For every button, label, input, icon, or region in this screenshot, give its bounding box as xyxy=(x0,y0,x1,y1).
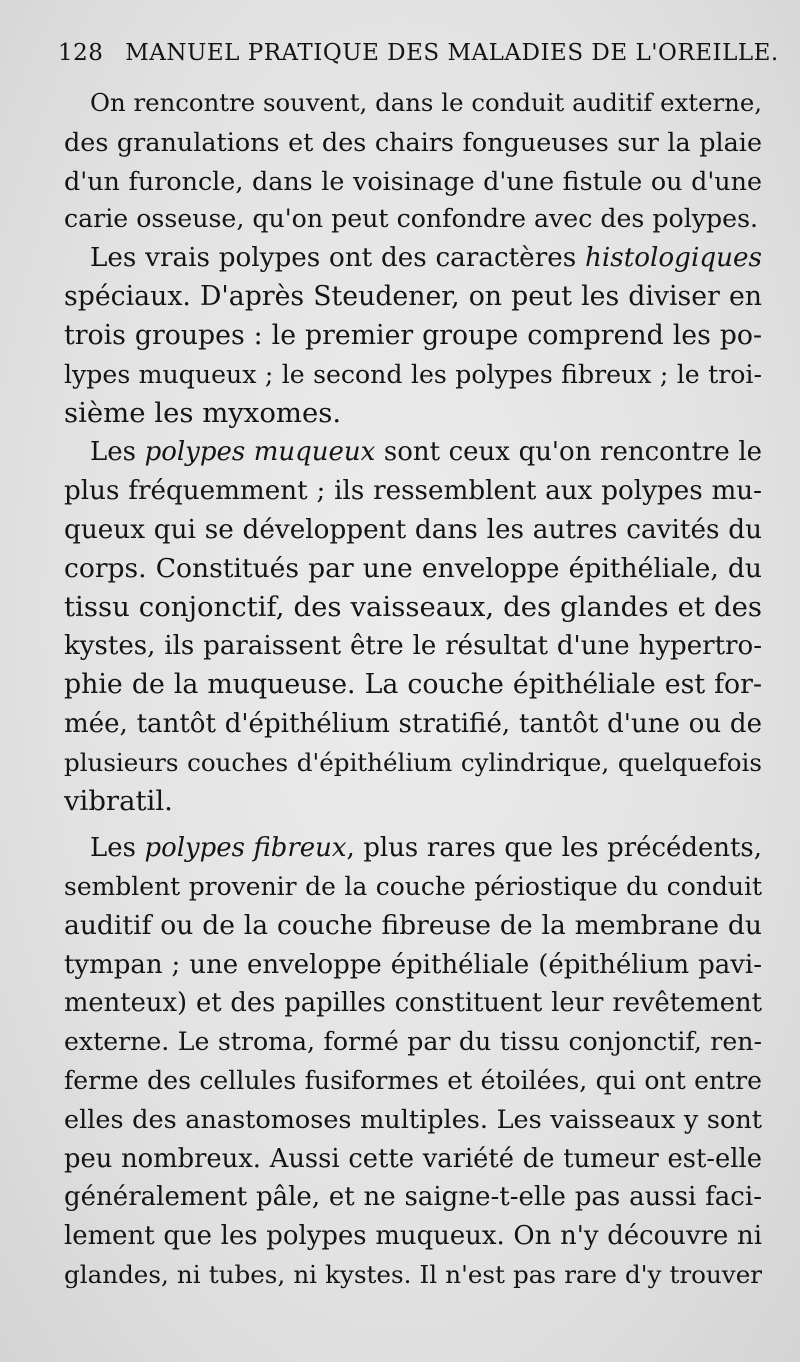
paragraph-4 xyxy=(64,829,762,1295)
text-line: ferme des cellules fusiformes et étoilées, qui ont entre xyxy=(64,1065,762,1095)
text-line: elles des anastomoses multiples. Les vaisseaux y sont xyxy=(64,1104,762,1135)
italic-term: polypes fibreux xyxy=(144,833,347,864)
text-line: carie osseuse, qu'on peut confondre avec des polypes. xyxy=(64,204,759,234)
text-line: d'un furoncle, dans le voisinage d'une fistule ou d'une xyxy=(64,165,762,196)
text-line xyxy=(64,829,762,868)
text-line: plus fréquemment ; ils ressemblent aux polypes mu- xyxy=(64,475,762,506)
italic-term: polypes muqueux xyxy=(144,437,376,468)
text-line: queux qui se développent dans les autres cavités du xyxy=(64,514,762,545)
text-run: , plus rares que les précédents, xyxy=(346,833,762,864)
text-line: des granulations et des chairs fongueuses sur la plaie xyxy=(64,126,762,157)
text-line: tissu conjonctif, des vaisseaux, des glandes et des xyxy=(64,591,762,624)
running-header xyxy=(58,40,779,66)
italic-term: histologiques xyxy=(584,243,762,274)
body-text xyxy=(64,84,762,1295)
text-line: menteux) et des papilles constituent leur revêtement xyxy=(64,988,762,1019)
text-line: lement que les polypes muqueux. On n'y découvre ni xyxy=(64,1221,762,1252)
text-line: peu nombreux. Aussi cette variété de tumeur est-elle xyxy=(64,1143,762,1174)
text-line: généralement pâle, et ne saigne-t-elle pas aussi faci- xyxy=(64,1182,762,1213)
text-line: plusieurs couches d'épithélium cylindrique, quelquefois xyxy=(64,747,762,777)
paragraph-1 xyxy=(64,84,762,239)
text-line: kystes, ils paraissent être le résultat d'une hypertro- xyxy=(64,631,762,662)
page-number: 128 xyxy=(58,40,104,66)
paragraph-3 xyxy=(64,433,762,821)
text-line: vibratil. xyxy=(64,785,173,818)
text-line: corps. Constitués par une enveloppe épithéliale, du xyxy=(64,552,762,584)
text-line: trois groupes : le premier groupe comprend les po- xyxy=(64,319,762,351)
paragraph-gap xyxy=(64,821,762,829)
text-run: sont ceux qu'on rencontre le xyxy=(375,437,763,468)
text-line: glandes, ni tubes, ni kystes. Il n'est pas rare d'y trouver xyxy=(64,1259,762,1289)
text-run: Les vrais polypes ont des caractères xyxy=(90,243,585,274)
text-line: spéciaux. D'après Steudener, on peut les diviser en xyxy=(64,280,762,312)
text-run: Les xyxy=(90,833,145,864)
text-line: externe. Le stroma, formé par du tissu conjonctif, ren- xyxy=(64,1027,762,1057)
text-line xyxy=(64,433,762,472)
text-line: lypes muqueux ; le second les polypes fibreux ; le troi- xyxy=(64,359,762,389)
text-line: tympan ; une enveloppe épithéliale (épithélium pavi- xyxy=(64,949,762,980)
text-line: phie de la muqueuse. La couche épithéliale est for- xyxy=(64,668,762,700)
text-line: mée, tantôt d'épithélium stratifié, tantôt d'une ou de xyxy=(64,708,762,739)
text-line: sième les myxomes. xyxy=(64,397,342,430)
text-run: Les xyxy=(90,437,145,468)
text-line: auditif ou de la couche fibreuse de la membrane du xyxy=(64,909,762,941)
text-line: semblent provenir de la couche périostique du conduit xyxy=(64,871,762,901)
paragraph-2 xyxy=(64,239,762,433)
text-line xyxy=(64,239,762,278)
running-title: MANUEL PRATIQUE DES MALADIES DE L'OREILLE. xyxy=(125,40,779,66)
text-line: On rencontre souvent, dans le conduit auditif externe, xyxy=(90,88,762,117)
